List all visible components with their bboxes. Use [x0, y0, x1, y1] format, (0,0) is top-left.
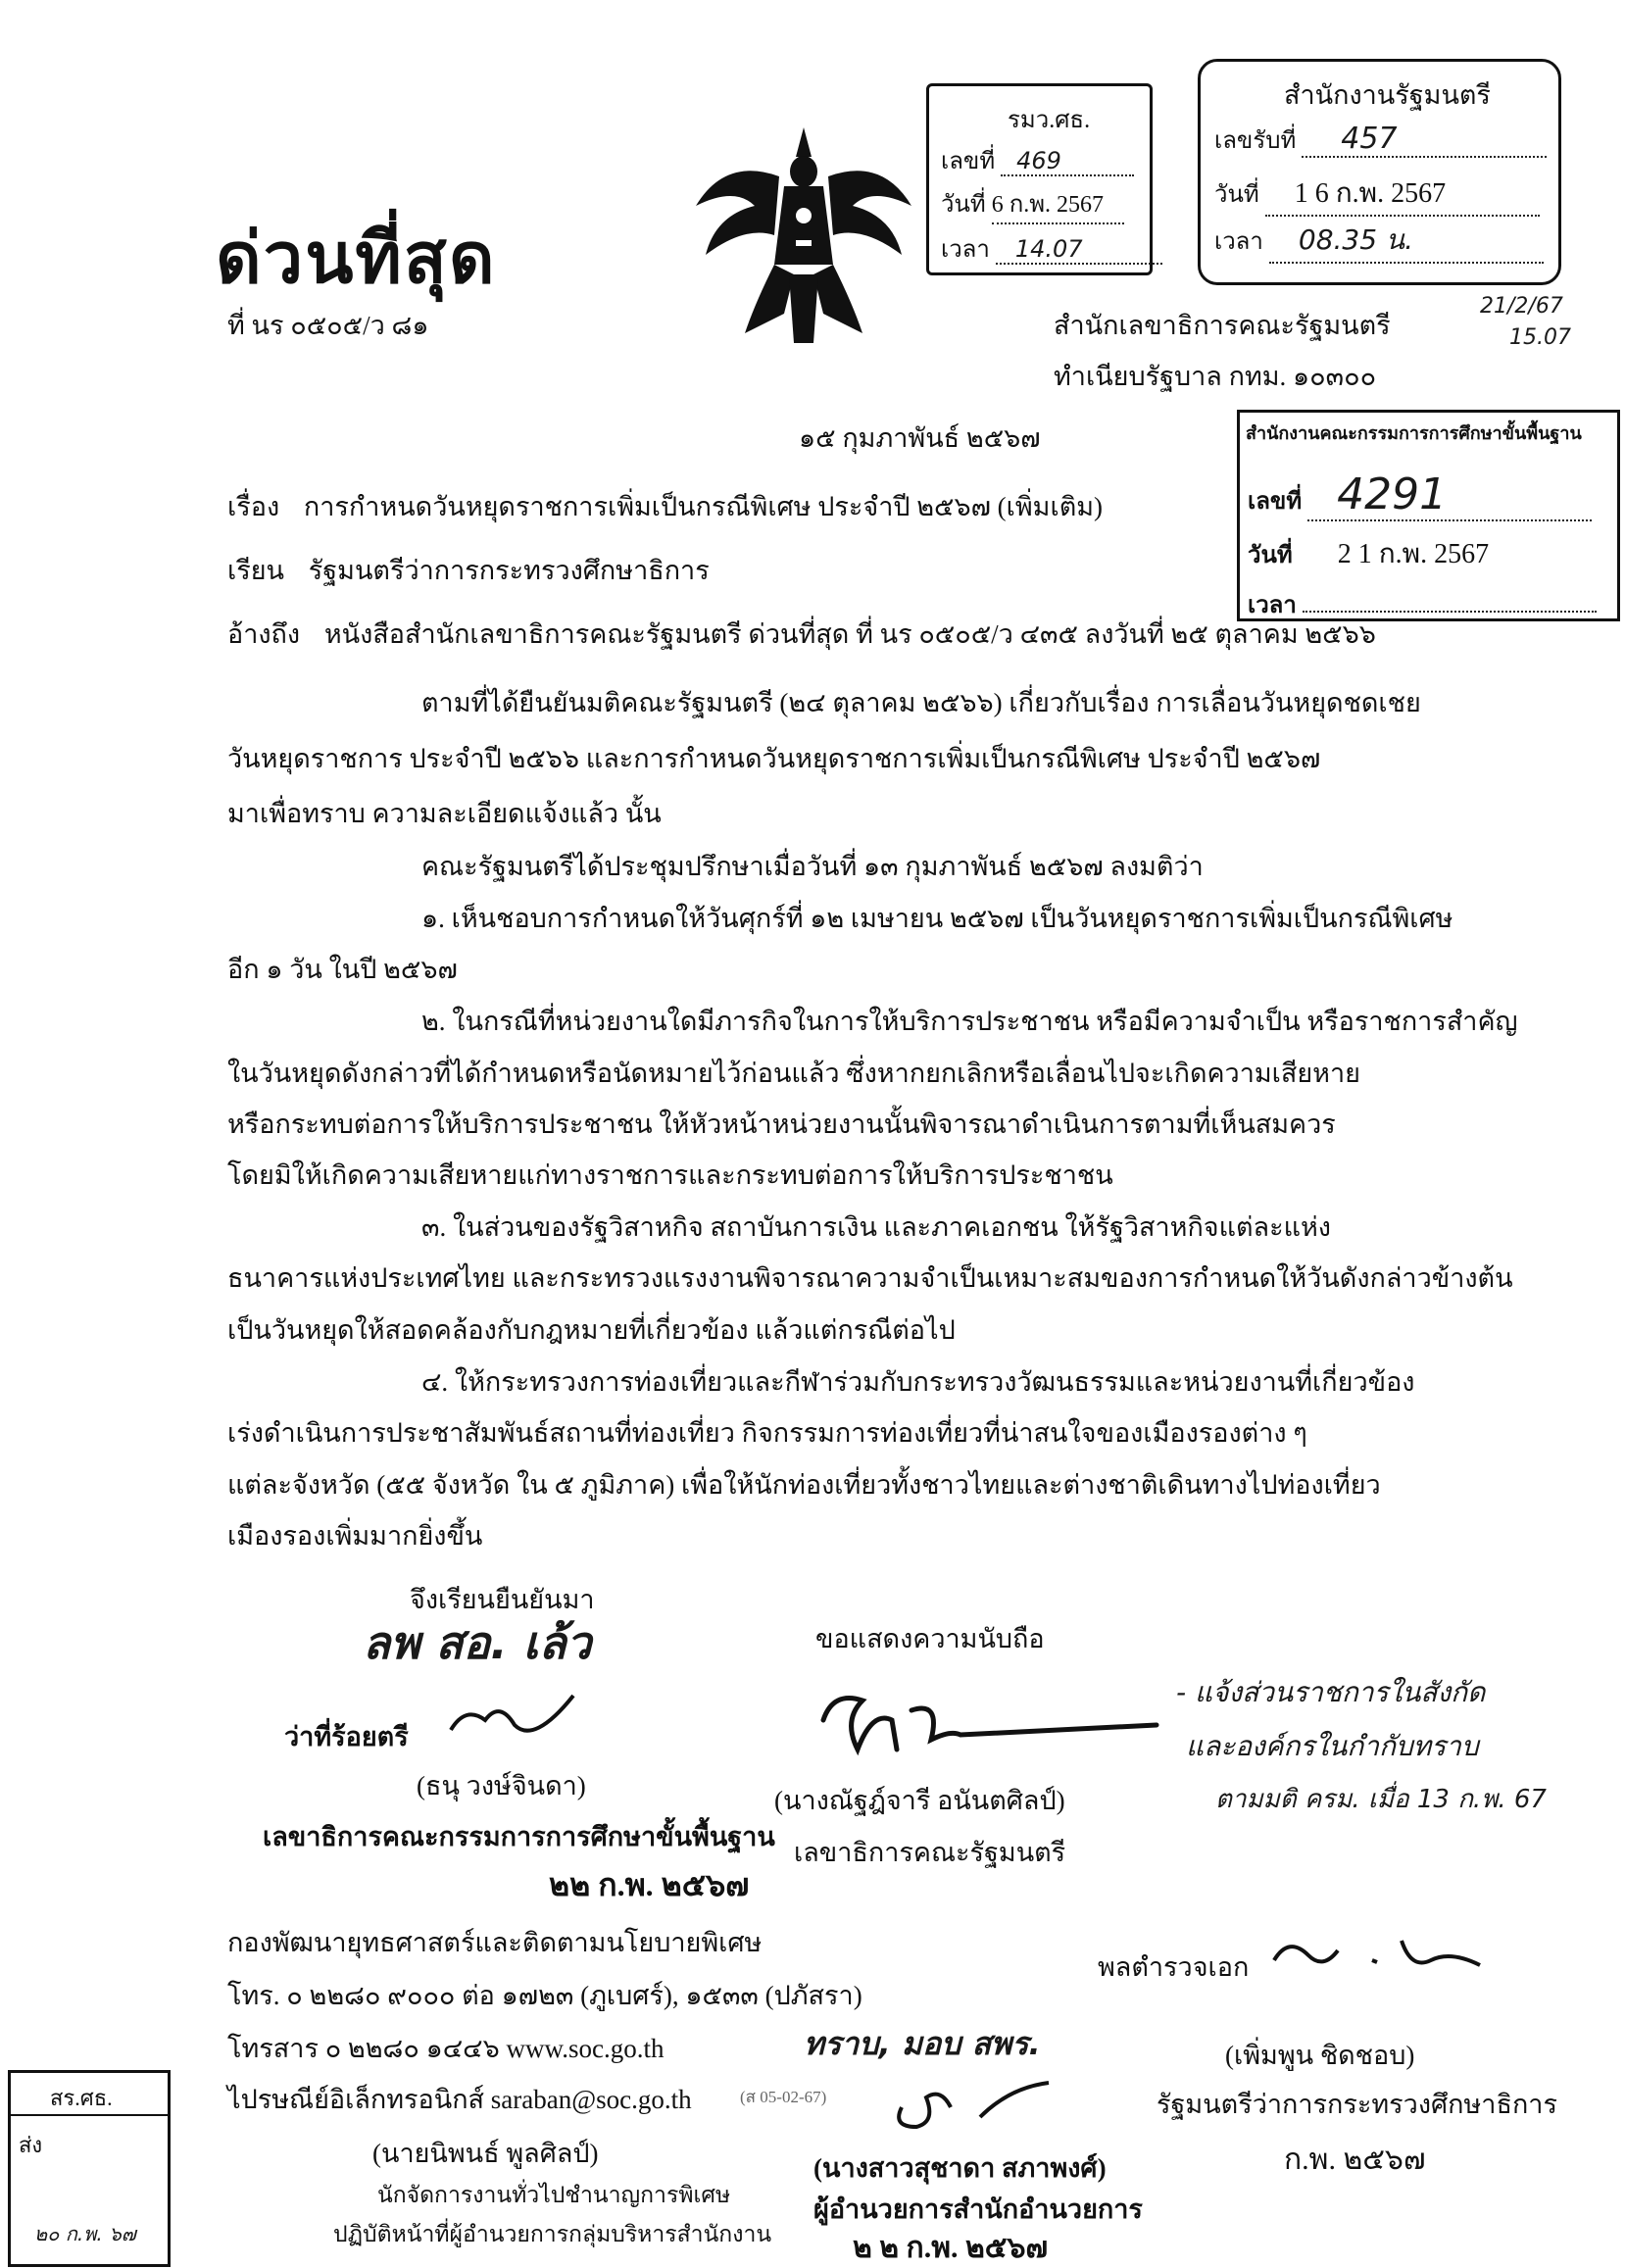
stamp-date-label: วันที่	[941, 192, 986, 218]
staff-title: นักจัดการงานทั่วไปชำนาญการพิเศษ	[377, 2183, 731, 2207]
staff-name: (นายนิพนธ์ พูลศิลป์)	[372, 2139, 599, 2168]
stamp-time-label: เวลา	[1214, 229, 1263, 255]
stamp-number-label: เลขที่	[941, 149, 996, 174]
urgent-mark: ด่วนที่สุด	[216, 220, 497, 298]
body-line: ๑. เห็นชอบการกำหนดให้วันศุกร์ที่ ๑๒ เมษายน ๒๕๖๗ เป็นวันหยุดราชการเพิ่มเป็นกรณีพิเศษ	[421, 904, 1453, 933]
obec-signer-title: เลขาธิการคณะกรรมการการศึกษาขั้นพื้นฐาน	[263, 1822, 775, 1851]
minister-prefix: พลตำรวจเอก	[1098, 1952, 1250, 1982]
minister-title: รัฐมนตรีว่าการกระทรวงศึกษาธิการ	[1157, 2090, 1557, 2119]
body-line: คณะรัฐมนตรีได้ประชุมปรึกษาเมื่อวันที่ ๑๓ กุมภาพันธ์ ๒๕๖๗ ลงมติว่า	[421, 852, 1204, 881]
stamp-title: สำนักงานคณะกรรมการการศึกษาขั้นพื้นฐาน	[1246, 423, 1582, 443]
director-name: (นางสาวสุชาดา สภาพงศ์)	[813, 2153, 1107, 2183]
body-line: เป็นวันหยุดให้สอดคล้องกับกฎหมายที่เกี่ยวข้อง แล้วแต่กรณีต่อไป	[227, 1315, 956, 1345]
stamp-number-label: เลขรับที่	[1214, 128, 1297, 154]
handnote-receive-time: 15.07	[1509, 325, 1571, 350]
closing-line: จึงเรียนยืนยันมา	[410, 1585, 595, 1614]
signature-minister	[1264, 1921, 1490, 1990]
body-line: ในวันหยุดดังกล่าวที่ได้กำหนดหรือนัดหมายไว้ก่อนแล้ว ซึ่งหากยกเลิกหรือเลื่อนไปจะเกิดความเสียหาย	[227, 1059, 1360, 1088]
body-line: ตามที่ได้ยืนยันมติคณะรัฐมนตรี (๒๔ ตุลาคม ๒๕๖๖) เกี่ยวกับเรื่อง การเลื่อนวันหยุดชดเชย	[421, 688, 1421, 717]
sender-office-line2: ทำเนียบรัฐบาล กทม. ๑๐๓๐๐	[1054, 362, 1377, 391]
body-line: ๓. ในส่วนของรัฐวิสาหกิจ สถาบันการเงิน และภาคเอกชน ให้รัฐวิสาหกิจแต่ละแห่ง	[421, 1212, 1331, 1242]
footer-office: กองพัฒนายุทธศาสตร์และติดตามนโยบายพิเศษ	[227, 1928, 763, 1957]
stamp-obec-received	[1237, 410, 1620, 621]
stamp-minister-office	[1198, 59, 1561, 285]
body-line: ๔. ให้กระทรวงการท่องเที่ยวและกีฬาร่วมกับกระทรวงวัฒนธรรมและหน่วยงานที่เกี่ยวข้อง	[421, 1367, 1415, 1397]
stamp-title: รมว.ศธ.	[1008, 108, 1091, 133]
director-title: ผู้อำนวยการสำนักอำนวยการ	[813, 2194, 1143, 2224]
garuda-emblem	[686, 118, 921, 353]
stamp-time-label: เวลา	[1248, 593, 1297, 618]
body-line: แต่ละจังหวัด (๕๕ จังหวัด ใน ๕ ภูมิภาค) เพื่อให้นักท่องเที่ยวทั้งชาวไทยและต่างชาติเดินทางไปท่องเที่ยว	[227, 1470, 1381, 1500]
footer-email: ไปรษณีย์อิเล็กทรอนิกส์ saraban@soc.go.th	[227, 2085, 692, 2114]
fax-code: (ส 05-02-67)	[740, 2088, 827, 2106]
minister-name: (เพิ่มพูน ชิดชอบ)	[1225, 2041, 1415, 2070]
body-line: ๒. ในกรณีที่หน่วยงานใดมีภารกิจในการให้บริการประชาชน หรือมีความจำเป็น หรือราชการสำคัญ	[421, 1007, 1518, 1036]
signature-director	[882, 2068, 1059, 2137]
subject-label: เรื่อง	[227, 492, 280, 521]
stamp-title: สำนักงานรัฐมนตรี	[1284, 80, 1491, 110]
signer-name: (นางณัฐฎ์จารี อนันตศิลป์)	[774, 1786, 1065, 1815]
signature-cabinet-secretary	[804, 1681, 1176, 1769]
stamp-date-label: วันที่	[1248, 543, 1293, 568]
signature-obec	[446, 1686, 583, 1754]
stamp-time: 14.07	[996, 235, 1162, 265]
body-line: วันหยุดราชการ ประจำปี ๒๕๖๖ และการกำหนดวันหยุดราชการเพิ่มเป็นกรณีพิเศษ ประจำปี ๒๕๖๗	[227, 744, 1321, 773]
body-line: ธนาคารแห่งประเทศไทย และกระทรวงแรงงานพิจารณาความจำเป็นเหมาะสมของการกำหนดให้วันดังกล่าวข้างต้น	[227, 1263, 1513, 1293]
stamp-number: 457	[1302, 122, 1547, 158]
minister-date: ก.พ. ๒๕๖๗	[1284, 2144, 1426, 2176]
ack-note: ทราบ, มอบ สพร.	[804, 2025, 1041, 2062]
footer-fax: โทรสาร ๐ ๒๒๘๐ ๑๔๔๖ www.soc.go.th	[227, 2034, 665, 2063]
stamp-number-label: เลขที่	[1248, 489, 1303, 515]
stamp-small-line3: ๒๐ ก.พ. ๖๗	[34, 2222, 136, 2245]
obec-signer-name: (ธนุ วงษ์จินดา)	[417, 1771, 586, 1800]
document-date: ๑๕ กุมภาพันธ์ ๒๕๖๗	[799, 423, 1041, 453]
stamp-date: 2 1 ก.พ. 2567	[1337, 539, 1490, 569]
stamp-date-label: วันที่	[1214, 182, 1259, 208]
document-number: ที่ นร ๐๕๐๕/ว ๘๑	[227, 311, 429, 340]
handnote-receive-date: 21/2/67	[1480, 294, 1563, 319]
body-line: โดยมิให้เกิดความเสียหายแก่ทางราชการและกระทบต่อการให้บริการประชาชน	[227, 1160, 1113, 1190]
obec-signer-prefix: ว่าที่ร้อยตรี	[284, 1722, 409, 1751]
footer-tel: โทร. ๐ ๒๒๘๐ ๙๐๐๐ ต่อ ๑๗๒๓ (ภูเบศร์), ๑๕๓๓ (ปภัสรา)	[227, 1981, 862, 2010]
obec-sign-date: ๒๒ ก.พ. ๒๕๖๗	[549, 1867, 750, 1902]
minister-note-line3: ตามมติ ครม. เมื่อ 13 ก.พ. 67	[1215, 1785, 1547, 1814]
stamp-minister-received	[926, 83, 1153, 275]
subject-text: การกำหนดวันหยุดราชการเพิ่มเป็นกรณีพิเศษ ประจำปี ๒๕๖๗ (เพิ่มเติม)	[303, 492, 1104, 521]
stamp-number: 4291	[1307, 469, 1592, 521]
body-line: มาเพื่อทราบ ความละเอียดแจ้งแล้ว นั้น	[227, 799, 662, 828]
body-line: เร่งดำเนินการประชาสัมพันธ์สถานที่ท่องเที่ยว กิจกรรมการท่องเที่ยวที่น่าสนใจของเมืองรองต่าง ๆ	[227, 1418, 1307, 1448]
stamp-small	[8, 2070, 171, 2267]
handnote-forward: ลพ สอ. เล้ว	[363, 1616, 592, 1669]
minister-note-line1: - แจ้งส่วนราชการในสังกัด	[1176, 1676, 1486, 1708]
closing-regards: ขอแสดงความนับถือ	[815, 1624, 1045, 1653]
minister-note-line2: และองค์กรในกำกับทราบ	[1186, 1730, 1479, 1762]
sender-office-line1: สำนักเลขาธิการคณะรัฐมนตรี	[1054, 311, 1391, 340]
stamp-time: 08.35 น.	[1269, 219, 1544, 264]
stamp-number: 469	[1001, 147, 1134, 176]
to-text: รัฐมนตรีว่าการกระทรวงศึกษาธิการ	[308, 556, 710, 585]
stamp-date: 1 6 ก.พ. 2567	[1265, 172, 1540, 217]
ref-text: หนังสือสำนักเลขาธิการคณะรัฐมนตรี ด่วนที่สุด ที่ นร ๐๕๐๕/ว ๔๓๕ ลงวันที่ ๒๕ ตุลาคม ๒๕๖๖	[323, 619, 1376, 649]
stamp-time-label: เวลา	[941, 237, 990, 263]
body-line: เมืองรองเพิ่มมากยิ่งขึ้น	[227, 1521, 483, 1551]
to-label: เรียน	[227, 556, 285, 585]
body-line: หรือกระทบต่อการให้บริการประชาชน ให้หัวหน้าหน่วยงานนั้นพิจารณาดำเนินการตามที่เห็นสมควร	[227, 1109, 1336, 1139]
body-line: อีก ๑ วัน ในปี ๒๕๖๗	[227, 955, 458, 984]
director-date: ๒ ๒ ก.พ. ๒๕๖๗	[853, 2232, 1049, 2264]
ref-label: อ้างถึง	[227, 619, 301, 649]
signer-title: เลขาธิการคณะรัฐมนตรี	[794, 1838, 1066, 1867]
stamp-small-line2: ส่ง	[19, 2133, 43, 2157]
staff-role: ปฏิบัติหน้าที่ผู้อำนวยการกลุ่มบริหารสำนักงาน	[333, 2222, 772, 2246]
stamp-small-title: สร.ศธ.	[50, 2086, 113, 2110]
stamp-date: 6 ก.พ. 2567	[992, 184, 1124, 224]
